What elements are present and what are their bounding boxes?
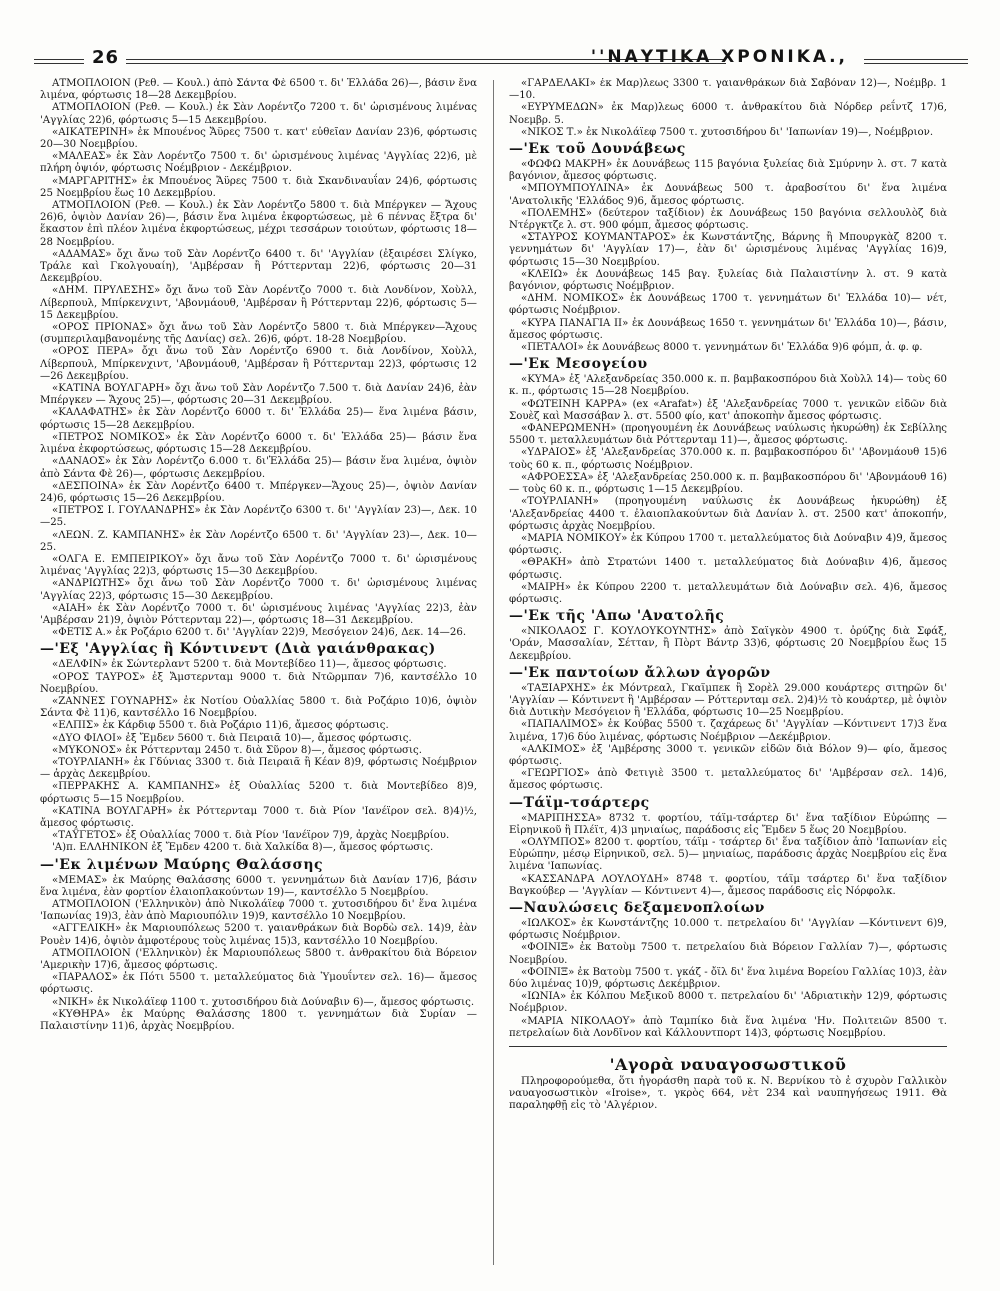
charter-entry: «ΚΑΛΑΦΑΤΗΣ» ἐκ Σὰν Λορέντζο 6000 τ. δι' Ἑλλάδα 25)— ἕνα λιμένα βάσιν, φόρτωσις 15—28 Δεκεμβρίου. [40, 407, 477, 431]
right-column [509, 78, 947, 1269]
charter-entry: «ΚΑΤΙΝΑ ΒΟΥΛΓΑΡΗ» ἐκ Ρόττερνταμ 7000 τ. διὰ Ρίον 'Ιανέϊρον σελ. 8)4)½, ἄμεσος φόρτωσις. [40, 805, 477, 829]
charter-entry: «ΚΛΕΙΩ» ἐκ Δουνάβεως 145 βαγ. ξυλείας διὰ Παλαιστίνην λ. στ. 9 κατὰ βαγόνιον, φόρτωσις Νοέμβριον. [509, 268, 947, 293]
charter-entry: ΑΤΜΟΠΛΟΙΟΝ ('Ελληνικὸν) ἐκ Μαριουπόλεως 5800 τ. ἀνθρακίτου διὰ Βόρειον 'Αμερικὴν 17)6, ἄμεσος φόρτωσις. [40, 947, 477, 972]
charter-entry: «ΜΥΚΟΝΟΣ» ἐκ Ρόττερνταμ 2450 τ. διὰ Σῦρον 8)—, ἄμεσος φόρτωσις. [52, 744, 422, 756]
header-rule-left [34, 59, 84, 64]
news-box [509, 1046, 947, 1113]
charter-entry: «ΟΡΟΣ ΠΕΡΑ» ὄχι ἄνω τοῦ Σὰν Λορέντζο 6900 τ. διὰ Λονδίνον, Χοὺλλ, Λίβερπουλ, Μπίρκενχιντ, 'Αβονμάουθ, 'Αμβέρσαν ἢ Ρόττερνταμ 22)3, φόρτωσις 12—26 Δεκεμβρίου. [40, 346, 477, 382]
charter-entry: «ΚΥΜΑ» ἐξ 'Αλεξανδρείας 350.000 κ. π. βαμβακοσπόρου διὰ Χοὺλλ 14)— τοὺς 60 κ. π., φόρτωσις 15—28 Νοεμβρίου. [509, 374, 947, 398]
charter-entry: «ΑΙΑΗ» ἐκ Σὰν Λορέντζο 7000 τ. δι' ὡρισμένους λιμένας 'Αγγλίας 22)3, ἐὰν 'Αμβέρσαν 21)9, ὀψιὸν Ρόττερνταμ 22)—, φόρτωσις 18—31 Δεκεμβρίου. [40, 602, 477, 626]
charter-entry: «ΥΔΡΑΙΟΣ» ἐξ 'Αλεξανδρείας 370.000 κ. π. βαμβακοσπόρου δι' 'Αβονμάουθ 15)6 τοὺς 60 κ. π., φόρτωσις Νοέμβριον. [509, 447, 947, 471]
charter-entry: ΑΤΜΟΠΛΟΙΟΝ (Ρεθ. — Κουλ.) ἐκ Σὰν Λορέντζο 5800 τ. διὰ Μπέργκεν — Ἄχους 26)6, ὀψιὸν Δανίαν 26)—, βάσιν ἕνα λιμένα ἐκφορτώσεως, μὲ 6 πέννας ἔξτρα δι' ἕκαστον ἐπὶ πλέον λιμένα ἐκφορτώσεως, μέχρι τεσσάρων τοιούτων, φόρτωσις 18—28 Νοεμβρίου. [40, 200, 477, 248]
charter-entry: «ΚΥΘΗΡΑ» ἐκ Μαύρης Θαλάσσης 1800 τ. γεννημάτων διὰ Συρίαν — Παλαιστίνην 11)6, ἀρχὰς Νοεμβρίου. [40, 1008, 477, 1033]
charter-entry: «ΠΕΤΡΟΣ Ι. ΓΟΥΛΑΝΔΡΗΣ» ἐκ Σὰν Λορέντζο 6300 τ. δι' 'Αγγλίαν 23)—, Δεκ. 10—25. [40, 505, 477, 529]
charter-entry: «ΜΑΙΡΗ» ἐκ Κύπρου 2200 τ. μεταλλευμάτων διὰ Δούναβιν σελ. 4)6, ἄμεσος φόρτωσις. [509, 581, 947, 605]
charter-entry: «ΜΑΡΙΑ ΝΙΚΟΛΑΟΥ» ἀπὸ Ταμπίκο διὰ ἕνα λιμένα 'Ην. Πολιτειῶν 8500 τ. πετρελαίων διὰ Λονδῖνον καὶ Κάλλουντπορτ 14)3, φόρτωσις Νοεμβρίου. [509, 1015, 947, 1039]
charter-entry: «ΔΗΜ. ΝΟΜΙΚΟΣ» ἐκ Δουνάβεως 1700 τ. γεννημάτων δι' Ἑλλάδα 10)— νέτ, φόρτωσις Νοέμβριον. [509, 293, 947, 317]
charter-entry: «ΤΑΞΙΑΡΧΗΣ» ἐκ Μόντρεαλ, Γκαϊμπεκ ἢ Σορὲλ 29.000 κουάρτερς σιτηρῶν δι' 'Αγγλίαν — Κόντινεντ ἢ 'Αμβέρσαν — Ρόττερνταμ σελ. 2)4)½ τὸ κουάρτερ, μὲ ὀψιὸν διὰ Δυτικὴν Μεσόγειον ἢ 'Ελλάδα, φόρτωσις 10—25 Νοεμβρίου. [509, 682, 947, 719]
section-heading: —'Εκ τῆς 'Απω 'Ανατολῆς [509, 608, 725, 625]
charter-entry: «ΚΑΤΙΝΑ ΒΟΥΛΓΑΡΗ» ὄχι ἄνω τοῦ Σὰν Λορέντζο 7.500 τ. διὰ Δανίαν 24)6, ἐὰν Μπέργκεν — Ἄχους 25)—, φόρτωσις 20—31 Δεκεμβρίου. [40, 383, 477, 407]
charter-entry: «ΦΟΙΝΙΞ» ἐκ Βατοὺμ 7500 τ. πετρελαίου διὰ Βόρειον Γαλλίαν 7)—, φόρτωσις Νοεμβρίου. [509, 942, 947, 966]
charter-entry: «ΟΡΟΣ ΤΑΥΡΟΣ» ἐξ Ἄμστερνταμ 9000 τ. διὰ Ντῶρμπαν 7)6, καντσέλλο 10 Νοεμβρίου. [40, 671, 477, 695]
charter-entry: «ΔΗΜ. ΠΡΥΛΕΣΗΣ» ὄχι ἄνω τοῦ Σὰν Λορέντζο 7000 τ. διὰ Λονδίνον, Χοὺλλ, Λίβερπουλ, Μπίρκενχιντ, 'Αβονμάουθ, 'Αμβέρσαν ἢ Ρόττερνταμ 22)6, φόρτωσις 5—15 Δεκεμβρίου. [40, 285, 477, 321]
charter-entry: «ΚΑΣΣΑΝΔΡΑ ΛΟΥΛΟΥΔΗ» 8748 τ. φορτίου, τάϊμ τσάρτερ δι' ἕνα ταξίδιον Βαγκούβερ — 'Αγγλίαν — Κόντινεντ 4)—, ἄμεσος παράδοσις εἰς Νόρφολκ. [509, 873, 947, 897]
charter-entry: «ΖΑΝΝΕΣ ΓΟΥΝΑΡΗΣ» ἐκ Νοτίου Οὐαλλίας 5800 τ. διὰ Ροζάριο 10)6, ὀψιὸν Σάντα Φὲ 11)6, καντσέλλο 16 Νοεμβρίου. [40, 695, 477, 720]
charter-entry: «ΜΑΡΙΑ ΝΟΜΙΚΟΥ» ἐκ Κύπρου 1700 τ. μεταλλεύματος διὰ Δούναβιν 4)9, ἄμεσος φόρτωσις. [509, 532, 947, 557]
charter-entry: «ΜΑΡΙΠΗΣΣΑ» 8732 τ. φορτίου, τάϊμ-τσάρτερ δι' ἕνα ταξίδιον Εὐρώπης — Εἰρηνικοῦ ἢ Πλέϊτ, 4)3 μηνιαίως, παράδοσις εἰς Ἔμδεν 5 ἕως 20 Νοεμβρίου. [509, 812, 947, 836]
charter-entry: «ΠΕΤΡΟΣ ΝΟΜΙΚΟΣ» ἐκ Σὰν Λορέντζο 6000 τ. δι' Ἑλλάδα 25)— βάσιν ἕνα λιμένα ἐκφορτώσεως, φόρτωσις 15—28 Δεκεμβρίου. [40, 431, 477, 456]
charter-entry: «ΑΙΚΑΤΕΡΙΝΗ» ἐκ Μπουένος Ἄϋρες 7500 τ. κατ' εὐθεῖαν Δανίαν 23)6, φόρτωσις 20—30 Νοεμβρίου. [40, 126, 477, 151]
charter-entry: «ΛΕΩΝ. Ζ. ΚΑΜΠΑΝΗΣ» ἐκ Σὰν Λορέντζο 6500 τ. δι' 'Αγγλίαν 23)—, Δεκ. 10—25. [40, 529, 477, 553]
charter-entry: «ΕΛΠΙΣ» ἐκ Κάρδιφ 5500 τ. διὰ Ροζάριο 11)6, ἄμεσος φόρτωσις. [52, 720, 389, 732]
charter-entry: «ΤΟΥΡΛΙΑΝΗ» ἐκ Γδύνιας 3300 τ. διὰ Πειραιᾶ ἢ Κέαν 8)9, φόρτωσις Νοέμβριον — ἀρχὰς Δεκεμβρίου. [40, 756, 477, 781]
section-heading: —'Εκ λιμένων Μαύρης Θαλάσσης [40, 856, 324, 873]
charter-entry: «ΦΩΦΩ ΜΑΚΡΗ» ἐκ Δουνάβεως 115 βαγόνια ξυλείας διὰ Σμύρνην λ. στ. 7 κατὰ βαγόνιον, ἄμεσος φόρτωσις. [509, 159, 947, 183]
charter-entry: ΑΤΜΟΠΛΟΙΟΝ (Ρεθ. — Κουλ.) ἀπὸ Σάντα Φὲ 6500 τ. δι' Ἑλλάδα 26)—, βάσιν ἕνα λιμένα, φόρτωσις 18—28 Δεκεμβρίου. [40, 78, 477, 102]
charter-entry: «ΜΑΡΓΑΡΙΤΗΣ» ἐκ Μπουένος Ἄϋρες 7500 τ. διὰ Σκανδιναυΐαν 24)6, φόρτωσις 25 Νοεμβρίου ἕως 10 Δεκεμβρίου. [40, 175, 477, 199]
charter-entry: «ΤΟΥΡΛΙΑΝΗ» (προηγουμένη ναύλωσις ἐκ Δουνάβεως ἠκυρώθη) ἐξ 'Αλεξανδρείας 4400 τ. ἐλαιοπλακούντων διὰ Δανίαν λ. στ. 2500 κατ' ἀποκοπήν, φόρτωσις ἀρχὰς Νοεμβρίου. [509, 496, 947, 532]
charter-entry: «ΣΤΑΥΡΟΣ ΚΟΥΜΑΝΤΑΡΟΣ» ἐκ Κωνστάντζης, Βάρνης ἢ Μπουργκὰζ 8200 τ. γεννημάτων δι' 'Αγγλίαν 17)—, ἐὰν δι' ὡρισμένους λιμένας 'Αγγλίας 16)9, φόρτωσις 15—30 Νοεμβρίου. [509, 232, 947, 268]
charter-entry: «ΜΕΜΑΣ» ἐκ Μαύρης Θαλάσσης 6000 τ. γεννημάτων διὰ Δανίαν 17)6, βάσιν ἕνα λιμένα, ἐὰν φορτίον ἐλαιοπλακούντων 19)—, καντσέλλο 5 Νοεμβρίου. [40, 874, 477, 898]
publication-title: ''ΝΑΥΤΙΚΑ ΧΡΟΝΙΚΑ., [590, 47, 848, 67]
charter-entry: «ΕΥΡΥΜΕΔΩΝ» ἐκ Μαρ)λεως 6000 τ. ἀνθρακίτου διὰ Νόρδερ ρεΐντζ 17)6, Νοεμβρ. 5. [509, 102, 947, 126]
section-heading: —Ναυλώσεις δεξαμενοπλοίων [509, 899, 765, 916]
header-rule-right [864, 59, 968, 64]
charter-entry: «ΟΡΟΣ ΠΡΙΟΝΑΣ» ὄχι ἄνω τοῦ Σὰν Λορέντζο 5800 τ. διὰ Μπέργκεν—Ἄχους (συμπεριλαμβανομένης τῆς Δανίας) σελ. 26)6, φόρτ. 18-28 Νοεμβρίου. [40, 322, 477, 346]
left-column [40, 78, 477, 1269]
charter-entry: «ΑΦΡΟΕΣΣΑ» ἐξ 'Αλεξανδρείας 250.000 κ. π. βαμβακοσπόρου δι' 'Αβονμάουθ 16)— τοὺς 60 κ. π., φόρτωσις 1—15 Δεκεμβρίου. [509, 471, 947, 496]
charter-entry: «ΦΩΤΕΙΝΗ ΚΑΡΡΑ» (ex «Arafat») ἐξ 'Αλεξανδρείας 7000 τ. γενικῶν εἰδῶν διὰ Σουὲζ καὶ Μασσάβαν λ. στ. 5500 φίο, κατ' ἀποκοπὴν ἄμεσος φόρτωσις. [509, 398, 947, 422]
charter-entry: «ΙΩΝΙΑ» ἐκ Κόλπου Μεξικοῦ 8000 τ. πετρελαίου δι' 'Αδριατικὴν 12)9, φόρτωσις Νοέμβριον. [509, 991, 947, 1015]
page-header [34, 47, 968, 73]
page-number: 26 [92, 47, 120, 68]
charter-entry: «ΔΑΝΑΟΣ» ἐκ Σὰν Λορέντζο 6.000 τ. δι'Ἑλλάδα 25)— βάσιν ἕνα λιμένα, ὀψιὸν ἀπὸ Σάντα Φὲ 26)—, φόρτωσις Δεκεμβρίου. [40, 456, 477, 480]
charter-entry: «ΠΕΡΡΑΚΗΣ Α. ΚΑΜΠΑΝΗΣ» ἐξ Οὐαλλίας 5200 τ. διὰ Μοντεβίδεο 8)9, φόρτωσις 5—15 Νοεμβρίου. [40, 781, 477, 805]
charter-entry: «ΑΔΑΜΑΣ» ὄχι ἄνω τοῦ Σὰν Λορέντζο 6400 τ. δι' 'Αγγλίαν (ἐξαιρέσει Σλίγκο, Τράλε καὶ Γκολγουαίη), 'Αμβέρσαν ἢ Ρόττερνταμ 22)6, φόρτωσις 20—31 Δεκεμβρίου. [40, 248, 477, 285]
news-box-heading: 'Αγορὰ ναυαγοσωστικοῦ [609, 1055, 847, 1075]
section-heading: —'Εκ τοῦ Δουνάβεως [509, 141, 686, 158]
charter-entry: «ΜΠΟΥΜΠΟΥΛΙΝΑ» ἐκ Δουνάβεως 500 τ. ἀραβοσίτου δι' ἕνα λιμένα 'Ανατολικῆς 'Ελλάδος 9)6, ἄμεσος φόρτωσις. [509, 183, 947, 207]
charter-entry: «ΦΑΝΕΡΩΜΕΝΗ» (προηγουμένη ἐκ Δουνάβεως ναύλωσις ἠκυρώθη) ἐκ Σεβίλλης 5500 τ. μεταλλευμάτων διὰ Ρόττερνταμ 11)—, ἄμεσος φόρτωσις. [509, 423, 947, 447]
charter-entry: «ΑΝΔΡΙΩΤΗΣ» ὄχι ἄνω τοῦ Σὰν Λορέντζο 7000 τ. δι' ὡρισμένους λιμένας 'Αγγλίας 22)3, φόρτωσις 15—30 Δεκεμβρίου. [40, 578, 477, 602]
section-heading: —'Εκ παντοίων ἄλλων ἀγορῶν [509, 664, 771, 681]
charter-entry: «ΜΑΛΕΑΣ» ἐκ Σὰν Λορέντζο 7500 τ. δι' ὡρισμένους λιμένας 'Αγγλίας 22)6, μὲ πλήρη ὀψιόν, φόρτωσις Νοέμβριον - Δεκέμβριον. [40, 151, 477, 175]
charter-entry: «ΓΑΡΔΕΛΑΚΙ» ἐκ Μαρ)λεως 3300 τ. γαιανθράκων διὰ Σαβόναν 12)—, Νοέμβρ. 1—10. [509, 78, 947, 102]
charter-entry: «ΘΡΑΚΗ» ἀπὸ Στρατώνι 1400 τ. μεταλλεύματος διὰ Δούναβιν 4)6, ἄμεσος φόρτωσις. [509, 557, 947, 581]
charter-entry: «ΠΑΠΑΛΙΜΟΣ» ἐκ Κούβας 5500 τ. ζαχάρεως δι' 'Αγγλίαν —Κόντινεντ 17)3 ἕνα λιμένα, 17)6 δύο λιμένας, φόρτωσις Νοέμβριον —Δεκέμβριον. [509, 719, 947, 743]
charter-entry: «ΟΛΥΜΠΟΣ» 8200 τ. φορτίου, τάϊμ - τσάρτερ δι' ἕνα ταξίδιον ἀπὸ 'Ιαπωνίαν εἰς Εὐρώπην, μέσῳ Εἰρηνικοῦ, σελ. 5)— μηνιαίως, παράδοσις ἀρχὰς Νοεμβρίου εἰς ἕνα λιμένα 'Ιαπωνίας. [509, 836, 947, 873]
charter-entry: «ΠΑΡΑΛΟΣ» ἐκ Πότι 5500 τ. μεταλλεύματος διὰ Ὑμουΐντεν σελ. 16)— ἄμεσος φόρτωσις. [40, 972, 477, 996]
charter-entry: «ΔΕΛΦΙΝ» ἐκ Σώντερλαντ 5200 τ. διὰ Μοντεβίδεο 11)—, ἄμεσος φόρτωσις. [52, 659, 447, 671]
news-box-text: Πληροφορούμεθα, ὅτι ἠγοράσθη παρὰ τοῦ κ. Ν. Βερνίκου τὸ ἐ σχυρὸν Γαλλικὸν ναυαγοσωστικὸν «Iroise», τ. γκρὸς 664, νὲτ 234 καὶ ναυπηγήσεως 1911. Θὰ παραληφθῇ εἰς τὸ 'Αλγέριον. [509, 1076, 947, 1112]
charter-entry: «ΑΛΚΙΜΟΣ» ἐξ 'Αμβέρσης 3000 τ. γενικῶν εἰδῶν διὰ Βόλον 9)— φίο, ἄμεσος φόρτωσις. [509, 743, 947, 767]
charter-entry: «ΙΩΛΚΟΣ» ἐκ Κωνστάντζης 10.000 τ. πετρελαίου δι' 'Αγγλίαν —Κόντινεντ 6)9, φόρτωσις Νοέμβριον. [509, 917, 947, 942]
charter-entry: «ΑΓΓΕΛΙΚΗ» ἐκ Μαριουπόλεως 5200 τ. γαιανθράκων διὰ Βορδὼ σελ. 14)9, ἐὰν Ρουὲν 14)6, ὀψιὸν ἀμφοτέρους τοὺς λιμένας 15)3, καντσέλλο 10 Νοεμβρίου. [40, 923, 477, 947]
section-heading: —'Εκ Μεσογείου [509, 356, 648, 373]
charter-entry: «ΝΙΚΗ» ἐκ Νικολάϊεφ 1100 τ. χυτοσιδήρου διὰ Δούναβιν 6)—, ἄμεσος φόρτωσις. [52, 996, 475, 1008]
section-heading: —Τάϊμ-τσάρτερς [509, 794, 650, 811]
charter-entry: 'Α)π. ΕΛΛΗΝΙΚΟΝ ἐξ Ἔμδεν 4200 τ. διὰ Χαλκίδα 8)—, ἄμεσος φόρτωσις. [52, 842, 434, 854]
charter-entry: «ΤΑΫΓΕΤΟΣ» ἐξ Οὐαλλίας 7000 τ. διὰ Ρίον 'Ιανέϊρον 7)9, ἀρχὰς Νοεμβρίου. [52, 830, 450, 842]
charter-entry: «ΦΟΙΝΙΞ» ἐκ Βατοὺμ 7500 τ. γκάζ - ὄϊλ δι' ἕνα λιμένα Βορείου Γαλλίας 10)3, ἐὰν δύο λιμένας 10)9, φόρτωσις Δεκέμβριον. [509, 966, 947, 990]
column-divider [493, 80, 494, 1265]
charter-entry: «ΦΕΤΙΣ Α.» ἐκ Ροζάριο 6200 τ. δι' 'Αγγλίαν 22)9, Μεσόγειον 24)6, Δεκ. 14—26. [52, 627, 467, 639]
charter-entry: ΑΤΜΟΠΛΟΙΟΝ ('Ελληνικὸν) ἀπὸ Νικολάϊεφ 7000 τ. χυτοσιδήρου δι' ἕνα λιμένα 'Ιαπωνίας 19)3, ἐὰν ἀπὸ Μαριουπόλιν 19)9, καντσέλλο 10 Νοεμβρίου. [40, 899, 477, 923]
charter-entry: «ΔΕΣΠΟΙΝΑ» ἐκ Σὰν Λορέντζο 6400 τ. Μπέργκεν—Ἄχους 25)—, ὀψιὸν Δανίαν 24)6, φόρτωσις 15—26 Δεκεμβρίου. [40, 480, 477, 504]
section-heading: —'Εξ 'Αγγλίας ἢ Κόντινεντ (Διὰ γαιάνθρακας) [40, 641, 436, 658]
charter-entry: «ΓΕΩΡΓΙΟΣ» ἀπὸ Φετιγιὲ 3500 τ. μεταλλεύματος δι' 'Αμβέρσαν σελ. 14)6, ἄμεσος φόρτωσις. [509, 768, 947, 792]
charter-entry: «ΚΥΡΑ ΠΑΝΑΓΙΑ ΙΙ» ἐκ Δουνάβεως 1650 τ. γεννημάτων δι' Ἑλλάδα 10)—, βάσιν, ἄμεσος φόρτωσις. [509, 317, 947, 341]
charter-entry: «ΟΛΓΑ Ε. ΕΜΠΕΙΡΙΚΟΥ» ὄχι ἄνω τοῦ Σὰν Λορέντζο 7000 τ. δι' ὡρισμένους λιμένας 'Αγγλίας 22)3, φόρτωσις 15—30 Δεκεμβρίου. [40, 553, 477, 578]
charter-entry: ΑΤΜΟΠΛΟΙΟΝ (Ρεθ. — Κουλ.) ἐκ Σὰν Λορέντζο 7200 τ. δι' ὡρισμένους λιμένας 'Αγγλίας 22)6, φόρτωσις 5—15 Δεκεμβρίου. [40, 102, 477, 126]
charter-entry: «ΠΟΛΕΜΗΣ» (δεύτερον ταξίδιον) ἐκ Δουνάβεως 150 βαγόνια σελλουλὸζ διὰ Ντέργκτζε λ. στ. 900 φόμπ, ἄμεσος φόρτωσις. [509, 207, 947, 232]
charter-entry: «ΔΥΟ ΦΙΛΟΙ» ἐξ Ἔμδεν 5600 τ. διὰ Πειραιᾶ 10)—, ἄμεσος φόρτωσις. [52, 732, 412, 744]
charter-entry: «ΝΙΚΟΣ Τ.» ἐκ Νικολάϊεφ 7500 τ. χυτοσιδήρου δι' 'Ιαπωνίαν 19)—, Νοέμβριον. [521, 126, 934, 138]
charter-entry: «ΠΕΤΑΛΟΙ» ἐκ Δουνάβεως 8000 τ. γεννημάτων δι' Ἑλλάδα 9)6 φόμπ, ἀ. φ. φ. [521, 342, 923, 354]
charter-entry: «ΝΙΚΟΛΑΟΣ Γ. ΚΟΥΛΟΥΚΟΥΝΤΗΣ» ἀπὸ Σαϊγκὸν 4900 τ. ὀρύζης διὰ Σφάξ, 'Οράν, Μασσαλίαν, Σέτταν, ἢ Πὸρτ Βάντρ 33)6, φόρτωσις 20 Νοεμβρίου ἕως 15 Δεκεμβρίου. [509, 626, 947, 662]
